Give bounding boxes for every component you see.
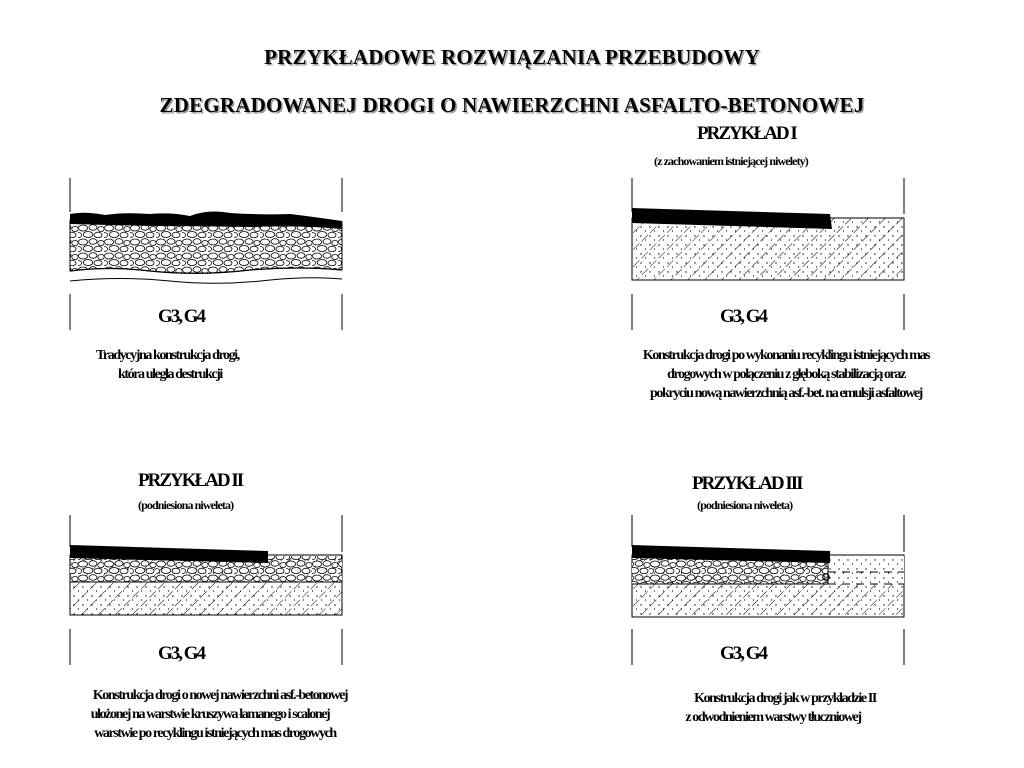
panel-example1-section [632,178,904,330]
panel-traditional-section [70,178,342,330]
panel-example3-section [632,515,904,665]
example1-caption-line-2: drogowych w połączeniu z głęboką stabilizacją oraz [667,367,905,382]
example3-heading: PRZYKŁAD III [692,473,802,494]
traditional-caption-line-1: Tradycyjna konstrukcja drogi, [96,348,239,363]
example1-class-label: G3, G4 [720,306,767,327]
example1-caption-line-1: Konstrukcja drogi po wykonaniu recyklingu istniejących mas [642,348,930,363]
example3-caption-line-1: Konstrukcja drogi jak w przykładzie II [694,691,876,706]
example2-caption-line-1: Konstrukcja drogi o nowej nawierzchni asf.-betonowej [92,688,348,703]
example2-caption-line-2: ułożonej na warstwie kruszywa łamanego i scalonej [90,707,330,722]
example2-caption-line-3: warstwie po recyklingu istniejących mas drogowych [94,726,336,741]
example1-heading: PRZYKŁAD I [697,123,796,144]
aggregate-layer [70,220,342,273]
traditional-class-label: G3, G4 [158,306,205,327]
title-line-1: PRZYKŁADOWE ROZWIĄZANIA PRZEBUDOWY [264,45,760,69]
example1-subheading: (z zachowaniem istniejącej niwelety) [654,154,808,168]
example2-subheading: (podniesiona niweleta) [138,498,234,512]
example2-heading: PRZYKŁAD II [138,470,243,491]
title-line-2: ZDEGRADOWANEJ DROGI O NAWIERZCHNI ASFALTO-BETONOWEJ [159,93,865,117]
example3-subheading: (podniesiona niweleta) [697,498,793,512]
example2-class-label: G3, G4 [158,643,205,664]
panel-example2-section [70,515,342,665]
example1-caption-line-3: pokryciu nową nawierzchnią asf.-bet. na emulsji asfaltowej [650,386,922,401]
example3-class-label: G3, G4 [720,643,767,664]
example3-caption-line-2: z odwodnieniem warstwy tłuczniowej [685,710,861,725]
traditional-caption-line-2: która uległa destrukcji [118,367,222,382]
